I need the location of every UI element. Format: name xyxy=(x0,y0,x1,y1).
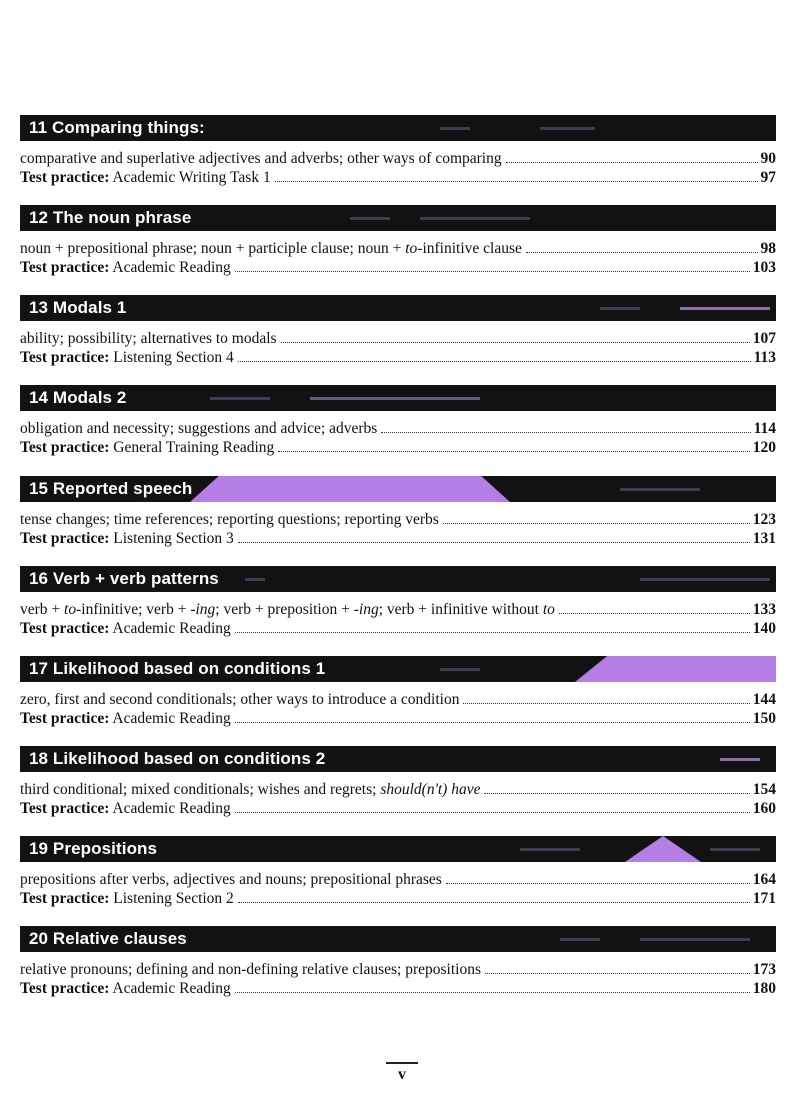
scan-artifact xyxy=(350,217,390,220)
unit-17-test-practice-page: 150 xyxy=(752,710,776,727)
unit-17-header-bar xyxy=(20,656,776,682)
unit-13-section xyxy=(20,295,776,367)
scan-artifact xyxy=(420,217,530,220)
test-practice-label: Test practice: xyxy=(20,259,110,276)
unit-19-title: 19 Prepositions xyxy=(29,839,158,858)
unit-12-description-italic: to xyxy=(405,240,418,257)
unit-18-description-italic: should(n't) have xyxy=(380,781,481,798)
unit-14-test-practice-row[interactable] xyxy=(20,438,776,457)
dot-leader xyxy=(235,992,750,993)
unit-12-header-bar xyxy=(20,205,776,231)
scan-artifact xyxy=(245,578,265,581)
page-number: v xyxy=(398,1066,406,1083)
dot-leader xyxy=(381,432,750,433)
unit-13-title: 13 Modals 1 xyxy=(29,298,127,317)
scan-artifact xyxy=(600,307,640,310)
accent-band xyxy=(575,656,776,682)
unit-17-test-practice-text: Academic Reading xyxy=(112,710,231,727)
unit-19-test-practice-row[interactable] xyxy=(20,889,776,908)
unit-15-test-practice-text: Listening Section 3 xyxy=(113,530,234,547)
unit-20-description: relative pronouns; defining and non-defining relative clauses; prepositions xyxy=(20,961,482,978)
unit-16-test-practice-text: Academic Reading xyxy=(112,620,231,637)
unit-19-description-row[interactable] xyxy=(20,870,776,889)
scan-artifact xyxy=(720,758,760,761)
unit-12-description-end: -infinitive clause xyxy=(417,240,522,257)
test-practice-label: Test practice: xyxy=(20,800,110,817)
unit-20-test-practice-row[interactable] xyxy=(20,979,776,998)
unit-15-description: tense changes; time references; reporting questions; reporting verbs xyxy=(20,511,439,528)
unit-13-test-practice-text: Listening Section 4 xyxy=(113,349,234,366)
dot-leader xyxy=(235,722,750,723)
unit-11-section xyxy=(20,115,776,187)
unit-16-description-italic: to xyxy=(64,601,77,618)
dot-leader xyxy=(238,902,750,903)
accent-band xyxy=(625,836,701,862)
dot-leader xyxy=(275,181,758,182)
unit-17-description-row[interactable] xyxy=(20,690,776,709)
unit-12-description-page: 98 xyxy=(760,240,776,257)
unit-16-section xyxy=(20,566,776,638)
dot-leader xyxy=(281,342,750,343)
unit-18-test-practice-text: Academic Reading xyxy=(112,800,231,817)
unit-12-test-practice-row[interactable] xyxy=(20,258,776,277)
scan-artifact xyxy=(440,668,480,671)
unit-18-test-practice-row[interactable] xyxy=(20,799,776,818)
unit-20-header-bar xyxy=(20,926,776,952)
test-practice-label: Test practice: xyxy=(20,980,110,997)
unit-16-description-italic: -ing xyxy=(190,601,216,618)
scan-artifact xyxy=(710,848,760,851)
unit-13-header-bar xyxy=(20,295,776,321)
unit-14-section xyxy=(20,385,776,457)
unit-20-section xyxy=(20,926,776,998)
dot-leader xyxy=(485,973,750,974)
dot-leader xyxy=(238,361,751,362)
dot-leader xyxy=(443,523,750,524)
unit-19-test-practice-text: Listening Section 2 xyxy=(113,890,234,907)
unit-20-description-row[interactable] xyxy=(20,960,776,979)
unit-16-description-part: -infinitive; verb + xyxy=(76,601,191,618)
unit-18-description: third conditional; mixed conditionals; wishes and regrets; xyxy=(20,781,381,798)
unit-16-description-page: 133 xyxy=(752,601,776,618)
dot-leader xyxy=(526,252,758,253)
unit-16-description-part: ; verb + infinitive without xyxy=(378,601,543,618)
unit-18-section xyxy=(20,746,776,818)
unit-11-test-practice-row[interactable] xyxy=(20,168,776,187)
unit-16-title: 16 Verb + verb patterns xyxy=(29,569,219,588)
unit-18-description-row[interactable] xyxy=(20,780,776,799)
unit-17-section xyxy=(20,656,776,728)
unit-11-title: 11 Comparing things: xyxy=(29,118,205,137)
test-practice-label: Test practice: xyxy=(20,710,110,727)
scan-artifact xyxy=(640,938,750,941)
unit-11-description-page: 90 xyxy=(760,150,776,167)
unit-16-description-part: ; verb + preposition + xyxy=(215,601,354,618)
scan-artifact xyxy=(520,848,580,851)
unit-11-header-bar xyxy=(20,115,776,141)
unit-13-description: ability; possibility; alternatives to modals xyxy=(20,330,277,347)
unit-16-description-row[interactable] xyxy=(20,600,776,619)
unit-14-header-bar xyxy=(20,385,776,411)
unit-15-header-bar xyxy=(20,476,776,502)
dot-leader xyxy=(559,613,750,614)
dot-leader xyxy=(278,451,749,452)
page-number-rule xyxy=(386,1062,418,1064)
test-practice-label: Test practice: xyxy=(20,169,110,186)
scan-artifact xyxy=(560,938,600,941)
unit-18-header-bar xyxy=(20,746,776,772)
unit-20-title: 20 Relative clauses xyxy=(29,929,187,948)
unit-13-description-page: 107 xyxy=(752,330,776,347)
unit-11-description: comparative and superlative adjectives and adverbs; other ways of comparing xyxy=(20,150,502,167)
unit-16-test-practice-row[interactable] xyxy=(20,619,776,638)
unit-11-description-row[interactable] xyxy=(20,149,776,168)
unit-16-test-practice-page: 140 xyxy=(752,620,776,637)
unit-12-description: noun + prepositional phrase; noun + participle clause; noun + xyxy=(20,240,406,257)
dot-leader xyxy=(235,271,750,272)
unit-15-test-practice-row[interactable] xyxy=(20,529,776,548)
dot-leader xyxy=(238,542,750,543)
unit-17-title: 17 Likelihood based on conditions 1 xyxy=(29,659,326,678)
unit-13-test-practice-page: 113 xyxy=(753,349,776,366)
scan-artifact xyxy=(680,307,770,310)
unit-17-test-practice-row[interactable] xyxy=(20,709,776,728)
dot-leader xyxy=(235,812,750,813)
unit-18-title: 18 Likelihood based on conditions 2 xyxy=(29,749,326,768)
unit-14-test-practice-text: General Training Reading xyxy=(113,439,275,456)
unit-15-test-practice-page: 131 xyxy=(752,530,776,547)
unit-16-description: verb + xyxy=(20,601,65,618)
scan-artifact xyxy=(540,127,595,130)
unit-12-title: 12 The noun phrase xyxy=(29,208,192,227)
unit-16-description-italic: to xyxy=(542,601,555,618)
unit-14-test-practice-page: 120 xyxy=(752,439,776,456)
test-practice-label: Test practice: xyxy=(20,439,110,456)
scan-artifact xyxy=(640,578,770,581)
unit-18-test-practice-page: 160 xyxy=(752,800,776,817)
unit-20-test-practice-text: Academic Reading xyxy=(112,980,231,997)
scan-artifact xyxy=(440,127,470,130)
unit-14-description: obligation and necessity; suggestions and advice; adverbs xyxy=(20,420,378,437)
unit-15-description-page: 123 xyxy=(752,511,776,528)
unit-12-description-row[interactable] xyxy=(20,239,776,258)
unit-16-header-bar xyxy=(20,566,776,592)
scan-artifact xyxy=(210,397,270,400)
dot-leader xyxy=(235,632,750,633)
unit-12-section xyxy=(20,205,776,277)
dot-leader xyxy=(506,162,758,163)
unit-11-test-practice-text: Academic Writing Task 1 xyxy=(112,169,271,186)
unit-20-test-practice-page: 180 xyxy=(752,980,776,997)
unit-15-description-row[interactable] xyxy=(20,510,776,529)
unit-13-test-practice-row[interactable] xyxy=(20,348,776,367)
unit-17-description: zero, first and second conditionals; other ways to introduce a condition xyxy=(20,691,460,708)
unit-14-description-row[interactable] xyxy=(20,419,776,438)
unit-19-test-practice-page: 171 xyxy=(752,890,776,907)
unit-19-description: prepositions after verbs, adjectives and nouns; prepositional phrases xyxy=(20,871,442,888)
dot-leader xyxy=(463,703,749,704)
unit-11-test-practice-page: 97 xyxy=(760,169,776,186)
unit-18-description-page: 154 xyxy=(752,781,776,798)
dot-leader xyxy=(446,883,750,884)
unit-17-description-page: 144 xyxy=(752,691,776,708)
unit-14-title: 14 Modals 2 xyxy=(29,388,127,407)
test-practice-label: Test practice: xyxy=(20,620,110,637)
unit-20-description-page: 173 xyxy=(752,961,776,978)
accent-band xyxy=(190,476,510,502)
unit-12-test-practice-page: 103 xyxy=(752,259,776,276)
unit-15-title: 15 Reported speech xyxy=(29,479,193,498)
unit-15-section xyxy=(20,476,776,548)
test-practice-label: Test practice: xyxy=(20,530,110,547)
unit-19-description-page: 164 xyxy=(752,871,776,888)
unit-19-header-bar xyxy=(20,836,776,862)
test-practice-label: Test practice: xyxy=(20,890,110,907)
unit-14-description-page: 114 xyxy=(753,420,776,437)
unit-12-test-practice-text: Academic Reading xyxy=(112,259,231,276)
unit-13-description-row[interactable] xyxy=(20,329,776,348)
test-practice-label: Test practice: xyxy=(20,349,110,366)
dot-leader xyxy=(484,793,749,794)
scan-artifact xyxy=(310,397,480,400)
unit-19-section xyxy=(20,836,776,908)
scan-artifact xyxy=(620,488,700,491)
unit-16-description-italic: -ing xyxy=(353,601,379,618)
